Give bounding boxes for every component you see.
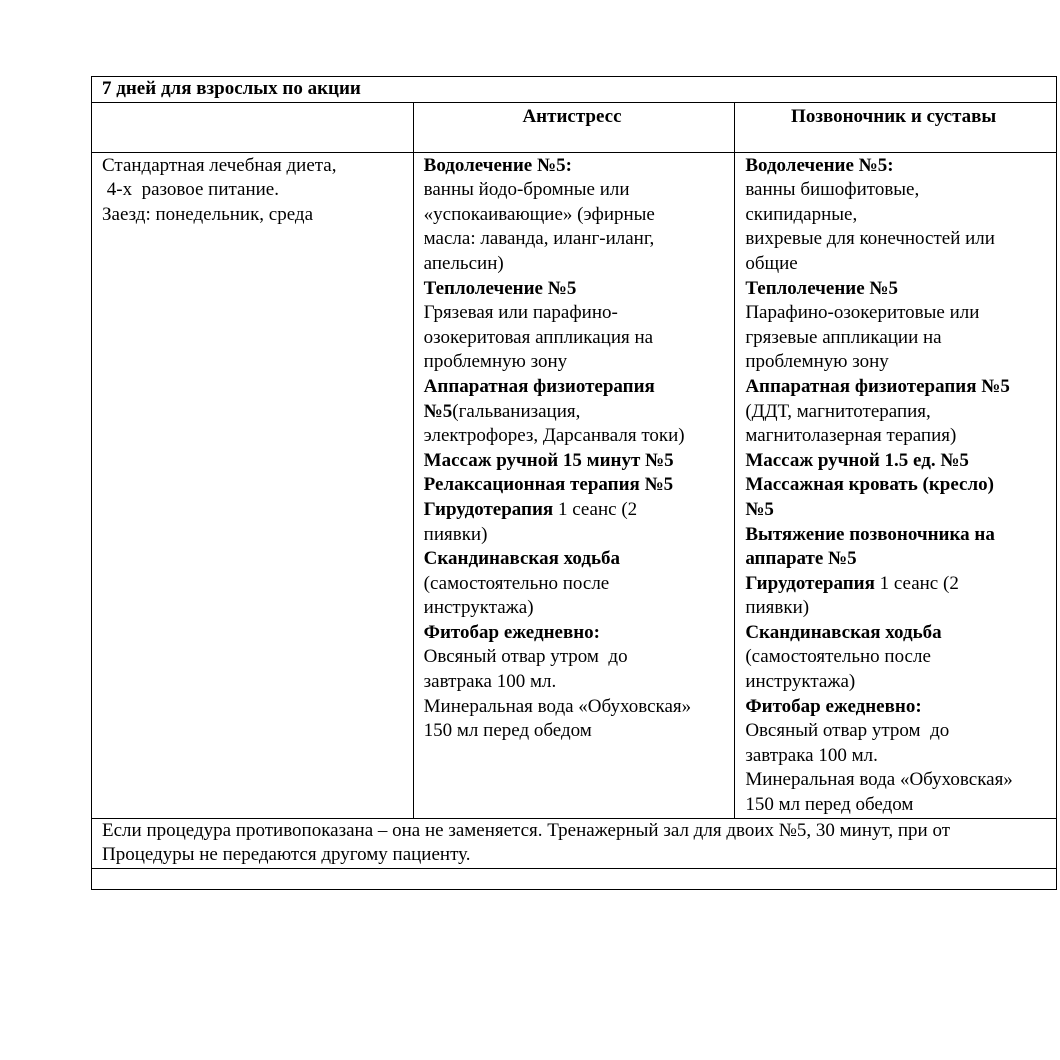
plain-text: апельсин) [423, 252, 504, 274]
cell-line [745, 523, 1052, 548]
cell-line [424, 719, 731, 744]
plain-text: «успокаивающие» (эфирные [423, 203, 655, 225]
cell-line [745, 768, 1052, 793]
plain-text: Стандартная лечебная диета, [102, 154, 337, 176]
cell-line [424, 252, 731, 277]
cell-line [745, 621, 1052, 646]
cell-line [745, 744, 1052, 769]
plain-text: Грязевая или парафино- [423, 302, 618, 324]
antistress-cell [413, 152, 735, 818]
bold-text: Гирудотерапия [423, 498, 554, 520]
diet-cell [92, 152, 414, 818]
cell-line [745, 572, 1052, 597]
bold-text: Массажная кровать (кресло) [745, 474, 994, 496]
cell-line [745, 498, 1052, 523]
plain-text: 150 мл перед обедом [423, 720, 592, 742]
plain-text: озокеритовая аппликация на [423, 326, 654, 348]
bold-text: Массаж ручной 15 минут №5 [423, 449, 674, 471]
bold-text: Вытяжение позвоночника на [745, 523, 995, 545]
cell-line [424, 523, 731, 548]
plain-text: Минеральная вода «Обуховская» [423, 695, 692, 717]
bold-text: Гирудотерапия [745, 572, 875, 594]
bold-text: Теплолечение №5 [423, 277, 577, 299]
cell-line [424, 375, 731, 400]
cell-line [745, 277, 1052, 302]
cell-line [424, 449, 731, 474]
header-label: Антистресс [522, 105, 622, 127]
cell-line [424, 572, 731, 597]
cell-line [424, 154, 731, 179]
plain-text: электрофорез, Дарсанваля токи) [423, 425, 685, 447]
bold-text: Водолечение №5: [745, 154, 894, 176]
cell-line [745, 154, 1052, 179]
plain-text: 4-х разовое питание. [102, 179, 279, 201]
bold-text: Теплолечение №5 [745, 277, 898, 299]
cell-line [424, 326, 731, 351]
plain-text: ванны бишофитовые, [745, 179, 920, 201]
header-label: Позвоночник и суставы [791, 105, 997, 127]
bold-text: Водолечение №5: [423, 154, 572, 176]
cell-line [745, 670, 1052, 695]
cell-line [424, 670, 731, 695]
bold-text: №5 [423, 400, 453, 422]
empty-row [92, 868, 1057, 889]
plain-text: общие [745, 252, 798, 274]
cell-line [745, 326, 1052, 351]
cell-line [745, 178, 1052, 203]
bold-text: Аппаратная физиотерапия №5 [745, 375, 1010, 397]
header-row [92, 102, 1057, 152]
bold-text: Скандинавская ходьба [745, 621, 942, 643]
footer-cell [92, 818, 1057, 868]
plain-text: пиявки) [423, 523, 488, 545]
plain-text: (ДДТ, магнитотерапия, [745, 400, 931, 422]
plain-text: Парафино-озокеритовые или [745, 302, 980, 324]
plain-text: ванны йодо-бромные или [423, 179, 630, 201]
plain-text: 150 мл перед обедом [745, 794, 914, 816]
cell-line [745, 695, 1052, 720]
table-title: 7 дней для взрослых по акции [92, 77, 1057, 103]
plain-text: завтрака 100 мл. [423, 671, 557, 693]
cell-line [102, 178, 409, 203]
cell-line [424, 424, 731, 449]
plain-text: (гальванизация, [452, 400, 581, 422]
plain-text: пиявки) [745, 597, 810, 619]
cell-line [424, 203, 731, 228]
program-table [91, 76, 1057, 890]
cell-line [745, 793, 1052, 818]
cell-line [102, 203, 409, 228]
cell-line [745, 252, 1052, 277]
plain-text: 1 сеанс (2 [874, 572, 959, 594]
header-spine-joints [735, 102, 1057, 152]
plain-text: (самостоятельно после [745, 646, 931, 668]
plain-text: 1 сеанс (2 [553, 498, 638, 520]
cell-line [424, 301, 731, 326]
plain-text: проблемную зону [745, 351, 889, 373]
cell-line [745, 424, 1052, 449]
empty-cell [92, 868, 1057, 889]
cell-line [745, 301, 1052, 326]
spine-joints-cell [735, 152, 1057, 818]
cell-line [745, 449, 1052, 474]
bold-text: Аппаратная физиотерапия [423, 375, 655, 397]
cell-line [102, 154, 409, 179]
plain-text: вихревые для конечностей или [745, 228, 995, 250]
cell-line [424, 350, 731, 375]
cell-line [745, 203, 1052, 228]
footer-row [92, 818, 1057, 868]
cell-line [745, 375, 1052, 400]
plain-text: магнитолазерная терапия) [745, 425, 957, 447]
plain-text: завтрака 100 мл. [745, 744, 878, 766]
bold-text: аппарате №5 [745, 548, 857, 570]
cell-line [424, 547, 731, 572]
bold-text: Скандинавская ходьба [423, 548, 620, 570]
cell-line [745, 400, 1052, 425]
cell-line [745, 227, 1052, 252]
plain-text: грязевые аппликации на [745, 326, 942, 348]
cell-line [745, 473, 1052, 498]
footer-line: Процедуры не передаются другому пациенту. [102, 844, 471, 866]
cell-line [424, 178, 731, 203]
bold-text: №5 [745, 498, 774, 520]
cell-line [424, 400, 731, 425]
plain-text: масла: лаванда, иланг-иланг, [423, 228, 655, 250]
bold-text: Релаксационная терапия №5 [423, 474, 674, 496]
cell-line [745, 645, 1052, 670]
cell-line [424, 277, 731, 302]
bold-text: Массаж ручной 1.5 ед. №5 [745, 449, 969, 471]
cell-line [745, 350, 1052, 375]
cell-line [424, 473, 731, 498]
plain-text: Овсяный отвар утром до [423, 646, 628, 668]
plain-text: Заезд: понедельник, среда [102, 203, 314, 225]
cell-line [424, 498, 731, 523]
header-antistress [413, 102, 735, 152]
bold-text: Фитобар ежедневно: [423, 621, 600, 643]
cell-line [745, 596, 1052, 621]
cell-line [424, 645, 731, 670]
cell-line [424, 621, 731, 646]
plain-text: Минеральная вода «Обуховская» [745, 769, 1013, 791]
cell-line [745, 719, 1052, 744]
title-row [92, 77, 1057, 103]
cell-line [424, 695, 731, 720]
plain-text: (самостоятельно после [423, 572, 610, 594]
header-empty [92, 102, 414, 152]
cell-line [745, 547, 1052, 572]
program-row [92, 152, 1057, 818]
plain-text: инструктажа) [745, 671, 856, 693]
cell-line [424, 596, 731, 621]
plain-text: скипидарные, [745, 203, 858, 225]
plain-text: Овсяный отвар утром до [745, 720, 950, 742]
cell-line [424, 227, 731, 252]
bold-text: Фитобар ежедневно: [745, 695, 922, 717]
footer-line: Если процедура противопоказана – она не заменяется. Тренажерный зал для двоих №5, 30 минут, при от [102, 819, 950, 841]
plain-text: проблемную зону [423, 351, 568, 373]
plain-text: инструктажа) [423, 597, 534, 619]
